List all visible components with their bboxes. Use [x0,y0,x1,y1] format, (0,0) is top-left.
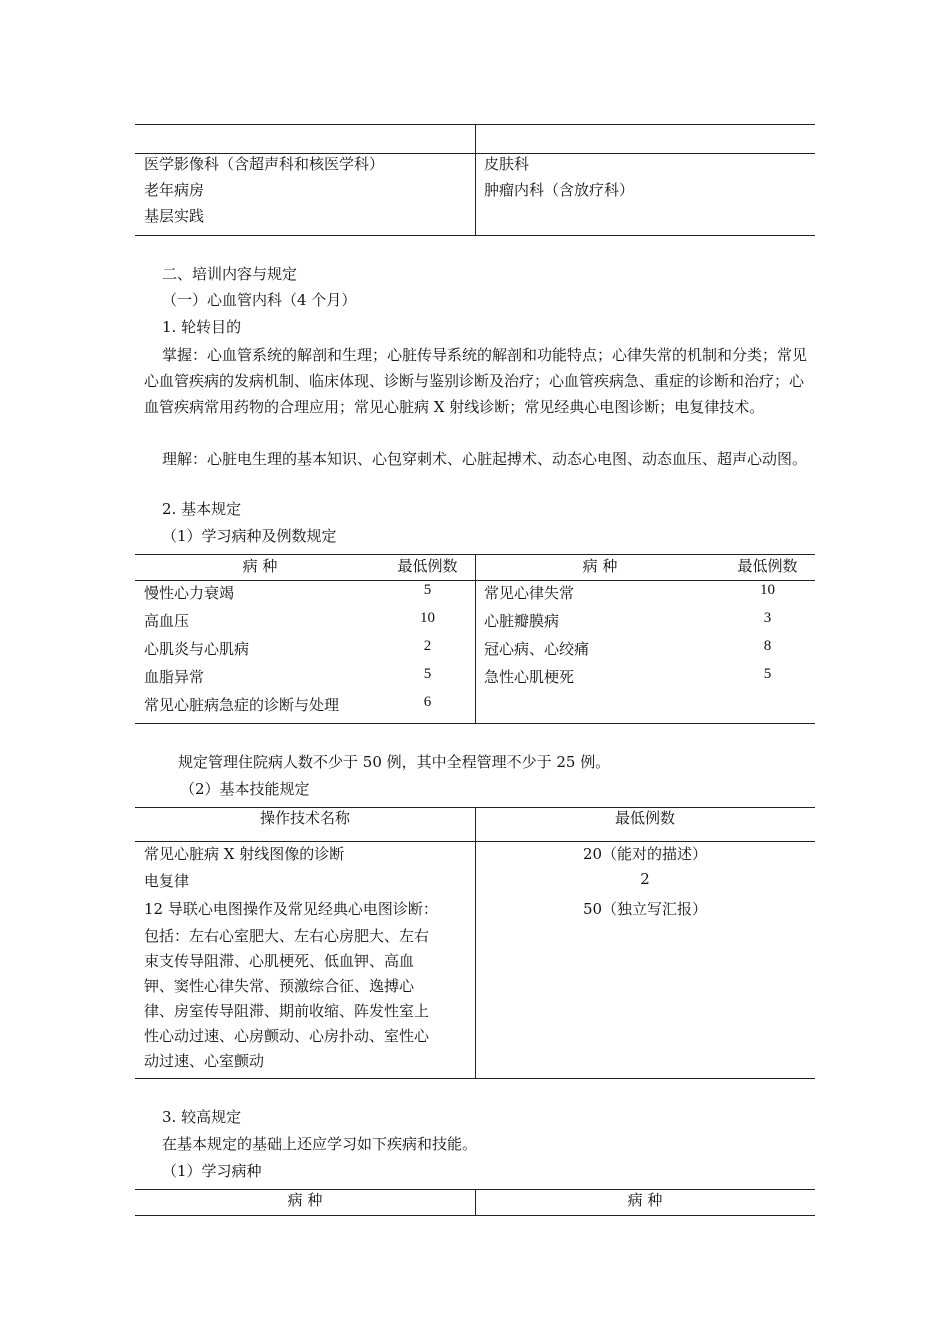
advanced-title: 3. 较高规定 [162,1108,242,1126]
disease-count: 3 [763,610,772,626]
top-table-cell: 医学影像科（含超声科和核医学科） [144,155,385,173]
min-count-header: 最低例数 [737,557,798,575]
skill-table-title: （2）基本技能规定 [180,780,310,798]
understand-paragraph: 理解：心脏电生理的基本知识、心包穿刺术、心脏起搏术、动态心电图、动态血压、超声心动图。 [162,450,808,468]
disease-table-title: （1）学习病种及例数规定 [162,527,337,545]
basic-title: 2. 基本规定 [162,500,242,518]
advanced-intro: 在基本规定的基础上还应学习如下疾病和技能。 [162,1135,478,1153]
disease-name: 高血压 [144,612,190,630]
management-note: 规定管理住院病人数不少于 50 例，其中全程管理不少于 25 例。 [178,753,611,771]
skill-count: 50（独立写汇报） [582,900,708,918]
ecg-detail-line: 性心动过速、心房颤动、心房扑动、室性心 [144,1027,430,1045]
master-paragraph: 掌握：心血管系统的解剖和生理；心脏传导系统的解剖和功能特点；心律失常的机制和分类；常见心血管疾病的发病机制、临床体现、诊断与鉴别诊断及治疗；心血管疾病急、重症的诊断和治疗；心血管疾病常用药物的合理应用；常见心脏病 X 射线诊断；常见经典心电图诊断；电复律技术。 [144,346,808,416]
rotation-title: 1. 轮转目的 [162,318,242,336]
skill-name: 12 导联心电图操作及常见经典心电图诊断： [144,900,438,918]
skill-count: 20（能对的描述） [582,845,708,863]
ecg-detail-line: 钾、窦性心律失常、预激综合征、逸搏心 [144,977,415,995]
disease-count: 6 [423,694,432,710]
disease-count: 5 [423,582,432,598]
ecg-detail-line: 动过速、心室颤动 [144,1052,265,1070]
disease-count: 5 [423,666,432,682]
disease-name: 慢性心力衰竭 [144,584,235,602]
disease-name: 急性心肌梗死 [484,668,575,686]
disease-count: 8 [763,638,772,654]
disease-name: 血脂异常 [144,668,205,686]
disease-name: 常见心律失常 [484,584,575,602]
skill-count: 2 [640,870,650,888]
ecg-detail-line: 包括：左右心室肥大、左右心房肥大、左右 [144,927,430,945]
disease-name: 冠心病、心绞痛 [484,640,590,658]
top-table-cell: 皮肤科 [484,155,530,173]
subsection-heading: （一）心血管内科（4 个月） [162,291,357,309]
top-table-cell: 老年病房 [144,181,205,199]
disease-header: 病 种 [582,557,618,575]
disease-header: 病 种 [242,557,278,575]
top-table-cell: 基层实践 [144,207,205,225]
skill-name: 常见心脏病 X 射线图像的诊断 [144,845,345,863]
disease-count: 2 [423,638,432,654]
disease-name: 心脏瓣膜病 [484,612,560,630]
section-heading: 二、培训内容与规定 [162,265,298,283]
skill-name: 电复律 [144,872,190,890]
disease-count: 10 [420,610,435,626]
advanced-sub-title: （1）学习病种 [162,1162,262,1180]
disease-name: 常见心脏病急症的诊断与处理 [144,696,340,714]
ecg-detail-line: 束支传导阻滞、心肌梗死、低血钾、高血 [144,952,415,970]
disease-count: 10 [760,582,775,598]
advanced-disease-header: 病 种 [287,1191,323,1209]
min-count-header: 最低例数 [397,557,458,575]
ecg-detail-line: 律、房室传导阻滞、期前收缩、阵发性室上 [144,1002,430,1020]
disease-name: 心肌炎与心肌病 [144,640,250,658]
top-table-cell: 肿瘤内科（含放疗科） [484,181,635,199]
skill-name-header: 操作技术名称 [259,809,350,827]
advanced-disease-header: 病 种 [627,1191,663,1209]
skill-min-header: 最低例数 [614,809,675,827]
disease-count: 5 [763,666,772,682]
